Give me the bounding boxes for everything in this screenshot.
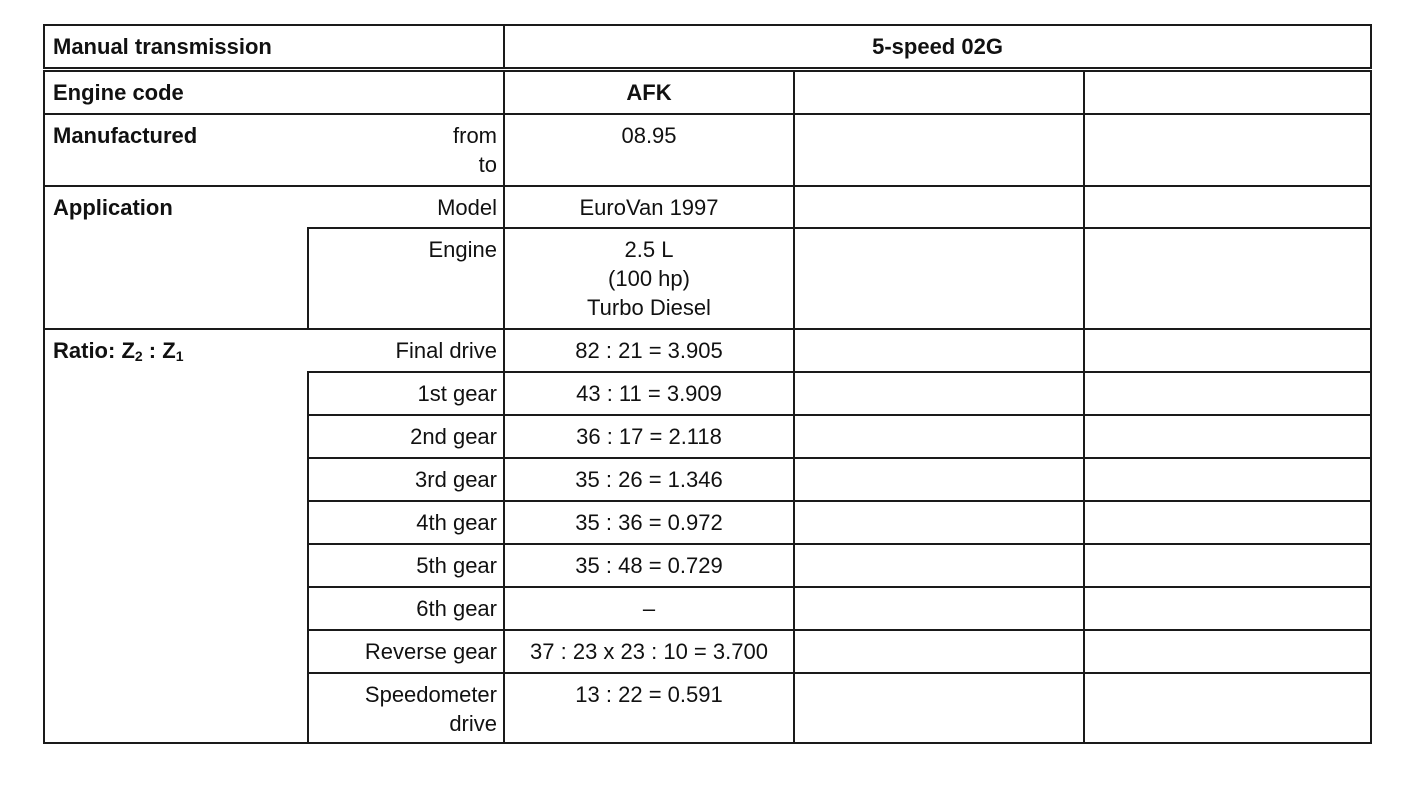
header-row	[44, 25, 1371, 69]
manufactured-label: Manufactured	[44, 114, 308, 186]
ratio-row	[44, 501, 1371, 544]
to-label: to	[478, 152, 497, 177]
manufactured-from-value: 08.95	[621, 123, 677, 148]
empty-cell	[1084, 630, 1371, 673]
engine-code-row	[44, 69, 1371, 114]
empty-cell	[794, 673, 1084, 743]
empty-cell	[1084, 329, 1371, 372]
manufactured-range-labels	[308, 114, 504, 186]
empty-cell	[794, 329, 1084, 372]
empty-cell	[1084, 186, 1371, 228]
transmission-spec-table	[43, 24, 1372, 744]
ratio-row	[44, 415, 1371, 458]
empty-cell	[794, 587, 1084, 630]
empty-cell	[794, 501, 1084, 544]
empty-cell	[794, 69, 1084, 114]
empty-cell	[794, 372, 1084, 415]
ratio-row-label: 3rd gear	[308, 458, 504, 501]
empty-cell	[1084, 69, 1371, 114]
ratio-row	[44, 329, 1371, 372]
engine-code-value: AFK	[504, 69, 794, 114]
empty-cell	[794, 544, 1084, 587]
ratio-row	[44, 630, 1371, 673]
empty-cell	[794, 630, 1084, 673]
from-label: from	[453, 123, 497, 148]
empty-cell	[1084, 501, 1371, 544]
ratio-blank	[44, 587, 308, 630]
engine-label: Engine	[308, 228, 504, 329]
ratio-row-label: Final drive	[308, 329, 504, 372]
ratio-row-value: 43 : 11 = 3.909	[504, 372, 794, 415]
header-label: Manual transmission	[44, 25, 504, 69]
empty-cell	[794, 186, 1084, 228]
ratio-row-value: 36 : 17 = 2.118	[504, 415, 794, 458]
empty-cell	[794, 228, 1084, 329]
ratio-row-value: –	[504, 587, 794, 630]
speedometer-label: Speedometer drive	[308, 673, 504, 743]
model-value: EuroVan 1997	[504, 186, 794, 228]
ratio-row-label: 4th gear	[308, 501, 504, 544]
empty-cell	[1084, 673, 1371, 743]
engine-line: 2.5 L	[624, 237, 674, 262]
empty-cell	[1084, 228, 1371, 329]
ratio-row-label: 1st gear	[308, 372, 504, 415]
application-engine-row	[44, 228, 1371, 329]
ratio-blank	[44, 458, 308, 501]
empty-cell	[1084, 372, 1371, 415]
ratio-blank	[44, 415, 308, 458]
ratio-blank	[44, 630, 308, 673]
manufactured-row	[44, 114, 1371, 186]
application-label: Application	[44, 186, 308, 228]
ratio-row-value: 35 : 48 = 0.729	[504, 544, 794, 587]
speedometer-row	[44, 673, 1371, 743]
application-model-row	[44, 186, 1371, 228]
ratio-blank	[44, 372, 308, 415]
engine-line: Turbo Diesel	[587, 295, 711, 320]
ratio-row-label: Reverse gear	[308, 630, 504, 673]
ratio-row-label: 5th gear	[308, 544, 504, 587]
ratio-row-label: 6th gear	[308, 587, 504, 630]
engine-value	[504, 228, 794, 329]
speedometer-value: 13 : 22 = 0.591	[504, 673, 794, 743]
ratio-row	[44, 372, 1371, 415]
ratio-row-value: 35 : 36 = 0.972	[504, 501, 794, 544]
ratio-row-value: 35 : 26 = 1.346	[504, 458, 794, 501]
ratio-label: Ratio: $Z_2$ : $Z_1$	[44, 329, 308, 372]
manufactured-value	[504, 114, 794, 186]
ratio-blank	[44, 501, 308, 544]
empty-cell	[794, 458, 1084, 501]
ratio-row	[44, 587, 1371, 630]
empty-cell	[1084, 544, 1371, 587]
model-label: Model	[308, 186, 504, 228]
engine-line: (100 hp)	[608, 266, 690, 291]
header-value: 5-speed 02G	[504, 25, 1371, 69]
empty-cell	[1084, 587, 1371, 630]
ratio-row	[44, 458, 1371, 501]
ratio-row	[44, 544, 1371, 587]
ratio-row-label: 2nd gear	[308, 415, 504, 458]
empty-cell	[794, 415, 1084, 458]
empty-cell	[1084, 415, 1371, 458]
application-blank	[44, 228, 308, 329]
empty-cell	[1084, 114, 1371, 186]
engine-code-label: Engine code	[44, 69, 504, 114]
ratio-blank	[44, 544, 308, 587]
ratio-blank	[44, 673, 308, 743]
empty-cell	[1084, 458, 1371, 501]
ratio-row-value: 82 : 21 = 3.905	[504, 329, 794, 372]
ratio-row-value: 37 : 23 x 23 : 10 = 3.700	[504, 630, 794, 673]
empty-cell	[794, 114, 1084, 186]
